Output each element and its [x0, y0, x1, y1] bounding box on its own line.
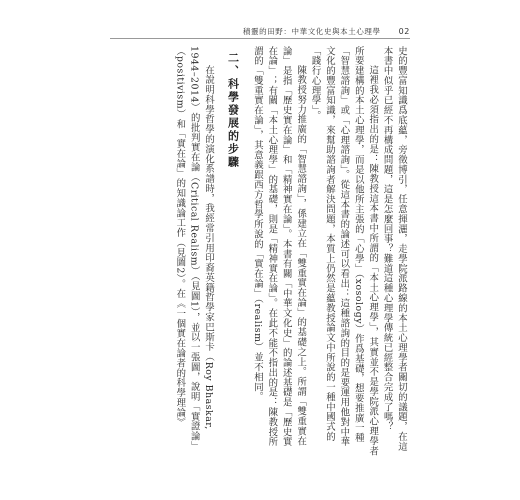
body-text: [112, 46, 408, 456]
running-header-title: 積靈的田野：中華文化史與本土心理學: [242, 27, 381, 36]
paragraph-xinxue: 這裡我必須指出的是：陳教授這本書中所謂的「本土心理學」，其實並不是學院派心理學者所要建構的本土心理學，而是以他所主張的「心學」（xosology）作爲基礎，想要推廣一種「智慧諮詢」或「心理諮詢」。從這本書的論述可以看出：這種諮詢的目的是要運用他對中華文化的豐富知識，來幫助諮詢者解決問題，本質上仍然是蘊教授論文中所說的一種中國式的「踐行心理學」。: [309, 46, 379, 456]
paragraph-bhaskar: 在說明科學哲學的演化系譜時，我經常引用印裔英籍哲學家巴斯卡（Roy Bhaskar, 1944–2014）的批判實在論（Critical Realism）（見圖1），並以一張圖，說明「實證論」（positivism）和「實在論」的知識論工作（見圖2）。在《一個實在論者的科學理論》: [174, 46, 215, 452]
page-number: 02: [398, 27, 410, 36]
paragraph-continued: 史的豐富知識爲底蘊，旁徵博引，任意揮灑，走學院派路線的本土心理學者關切的議題，在這本書中似乎已經不再構成問題，這是怎麼回事？難道這種心理學傳統已經整合完成了嗎？: [381, 46, 407, 452]
section-heading: 二、科學發展的步驟: [226, 52, 240, 169]
paragraph-dual-realism: 陳教授努力推廣的「智慧諮詢」，係建立在「雙重實在論」的基礎之上。所謂「雙重實在論」是指「歷史實在論」和「精神實在論」。本書有關「中華文化史」的論述基礎是「歷史實在論」；有關「本土心理學」的基礎，則是「精神實在論」。在此不能不指出的是：陳教授所謂的「雙重實在論」，其意義跟西方哲學所說的「實在論」（realism）並不相同。: [251, 46, 307, 447]
running-header: [110, 26, 410, 37]
header-divider: [110, 38, 410, 39]
